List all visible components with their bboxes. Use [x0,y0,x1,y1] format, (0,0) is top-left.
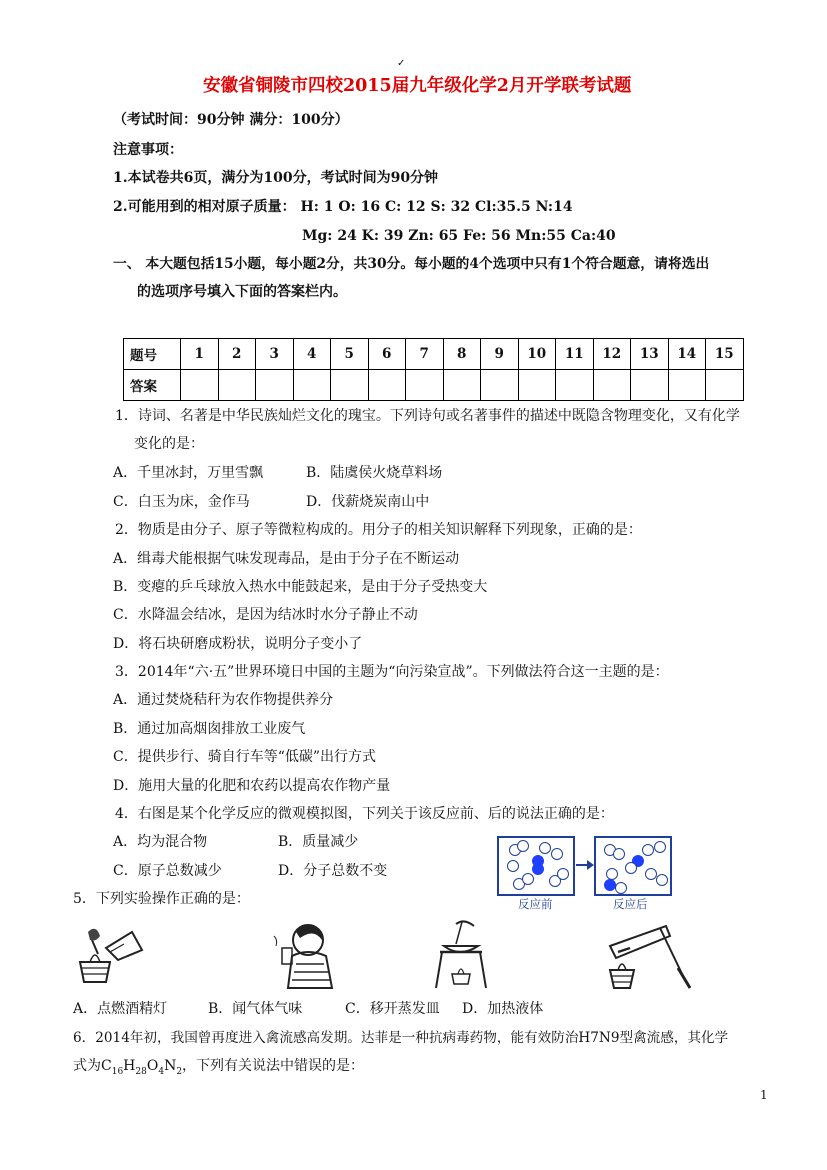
hydrogen-subscript: 28 [135,1066,147,1077]
answer-table-row-label: 题号 [124,339,181,370]
question-4-stem: 4．右图是某个化学反应的微观模拟图，下列关于该反应前、后的说法正确的是： [115,806,614,822]
question-2-stem: 2．物质是由分子、原子等微粒构成的。用分子的相关知识解释下列现象，正确的是： [115,522,642,538]
question-number-cell: 5 [331,339,369,370]
answer-cell[interactable] [481,370,519,401]
question-5-option-c: C．移开蒸发皿 [345,1001,440,1017]
question-1-option-b: B．陆虞侯火烧草料场 [306,465,443,481]
question-3-option-d: D．施用大量的化肥和农药以提高农作物产量 [113,778,391,794]
question-number-cell: 4 [293,339,331,370]
question-2-option-c: C．水降温会结冰，是因为结冰时水分子静止不动 [113,607,418,623]
question-3-option-a: A．通过焚烧秸秆为农作物提供养分 [113,692,334,708]
lighting-alcohol-lamp-illustration [70,920,150,990]
notice-item-2-continued: Mg: 24 K: 39 Zn: 65 Fe: 56 Mn:55 Ca:40 [302,228,616,244]
molecule [656,874,668,886]
question-number-cell: 11 [556,339,594,370]
question-number-cell: 6 [368,339,406,370]
check-mark: ✓ [397,58,406,69]
question-1-stem-continued: 变化的是： [134,436,204,452]
molecule [557,868,569,880]
question-4-option-a: A．均为混合物 [113,834,208,850]
notice-item-2: 2.可能用到的相对原子质量： H: 1 O: 16 C: 12 S: 32 Cl:35.5 N:14 [113,199,573,215]
answer-table-header-row [124,339,744,370]
answer-cell[interactable] [293,370,331,401]
notice-item-1: 1.本试卷共6页，满分为100分，考试时间为90分钟 [113,170,439,186]
question-number-cell: 2 [218,339,256,370]
answer-cell[interactable] [406,370,444,401]
section-1-instructions: 一、 本大题包括15小题，每小题2分，共30分。每小题的4个选项中只有1个符合题意，请将选出 [113,256,710,272]
question-number-cell: 13 [631,339,669,370]
question-5-stem: 5．下列实验操作正确的是： [73,891,250,907]
question-number-cell: 3 [256,339,294,370]
answer-cell[interactable] [668,370,706,401]
molecule [522,873,534,885]
oxygen-symbol: O [146,1058,159,1074]
section-1-instructions-continued: 的选项序号填入下面的答案栏内。 [137,284,347,300]
answer-table-answer-row [124,370,744,401]
question-3-stem: 3．2014年“六·五”世界环境日中国的主题为“向污染宣战”。下列做法符合这一主题的是： [115,664,669,680]
answer-table [123,338,744,401]
oxygen-subscript: 4 [158,1066,165,1077]
answer-cell[interactable] [556,370,594,401]
question-number-cell: 9 [481,339,519,370]
question-number-cell: 14 [668,339,706,370]
question-2-option-b: B．变瘪的乒乓球放入热水中能鼓起来，是由于分子受热变大 [113,579,488,595]
question-5-option-a: A．点燃酒精灯 [73,1001,168,1017]
question-3-option-b: B．通过加高烟囱排放工业废气 [113,721,306,737]
molecule [654,841,666,853]
question-1-option-d: D．伐薪烧炭南山中 [306,494,430,510]
molecule [613,848,625,860]
nitrogen-subscript: 2 [176,1066,183,1077]
question-1-option-c: C．白玉为床，金作马 [113,494,250,510]
question-6-stem: 6．2014年初，我国曾再度进入禽流感高发期。达菲是一种抗病毒药物，能有效防治H7N9型禽流感，其化学 [73,1030,729,1046]
carbon-subscript: 16 [111,1066,124,1077]
hydrogen-symbol: H [123,1058,136,1074]
molecule [517,840,529,852]
question-5-option-d: D．加热液体 [462,1001,544,1017]
nitrogen-symbol: N [164,1058,177,1074]
question-1-stem: 1．诗词、名著是中华民族灿烂文化的瑰宝。下列诗句或名著事件的描述中既隐含物理变化，又有化学 [115,408,740,424]
question-1-option-a: A．千里冰封，万里雪飘 [113,465,264,481]
molecule [615,882,627,894]
answer-cell[interactable] [181,370,219,401]
answer-cell[interactable] [518,370,556,401]
question-2-option-a: A．缉毒犬能根据气味发现毒品，是由于分子在不断运动 [113,551,460,567]
answer-cell[interactable] [706,370,744,401]
arrow-icon [575,858,595,872]
heating-liquid-illustration [600,918,696,990]
answer-cell[interactable] [256,370,294,401]
molecule [507,860,519,872]
answer-cell[interactable] [593,370,631,401]
question-5-option-b: B．闻气体气味 [208,1001,303,1017]
smelling-gas-illustration [270,918,350,990]
page-number: 1 [760,1088,768,1102]
question-number-cell: 7 [406,339,444,370]
question-4-option-c: C．原子总数减少 [113,863,222,879]
answer-cell[interactable] [631,370,669,401]
question-number-cell: 8 [443,339,481,370]
question-number-cell: 15 [706,339,744,370]
question-4-option-b: B．质量减少 [278,834,359,850]
answer-cell[interactable] [331,370,369,401]
moving-evaporating-dish-illustration [428,918,498,990]
question-6-stem-continued [73,1058,364,1078]
notice-heading: 注意事项： [113,142,183,158]
before-label: 反应前 [518,897,553,911]
molecule [625,862,637,874]
question-3-option-c: C．提供步行、骑自行车等“低碳”出行方式 [113,749,377,765]
question-number-cell: 10 [518,339,556,370]
molecule [539,842,551,854]
question-number-cell: 1 [181,339,219,370]
molecule [642,844,654,856]
answer-cell[interactable] [443,370,481,401]
question-2-option-d: D．将石块研磨成粉状，说明分子变小了 [113,636,363,652]
answer-cell[interactable] [368,370,406,401]
molecule [532,863,544,875]
formula-suffix: ，下列有关说法中错误的是： [182,1058,365,1074]
formula-prefix: 式为C [73,1058,112,1074]
answer-cell[interactable] [218,370,256,401]
exam-info: （考试时间：90分钟 满分：100分） [113,112,349,128]
reaction-before-box [497,836,575,896]
page-title: 安徽省铜陵市四校2015届九年级化学2月开学联考试题 [203,76,632,96]
after-label: 反应后 [613,897,648,911]
question-number-cell: 12 [593,339,631,370]
question-4-option-d: D．分子总数不变 [278,863,388,879]
reaction-after-box [594,836,672,896]
answer-table-row-label: 答案 [124,370,181,401]
molecule [551,848,563,860]
